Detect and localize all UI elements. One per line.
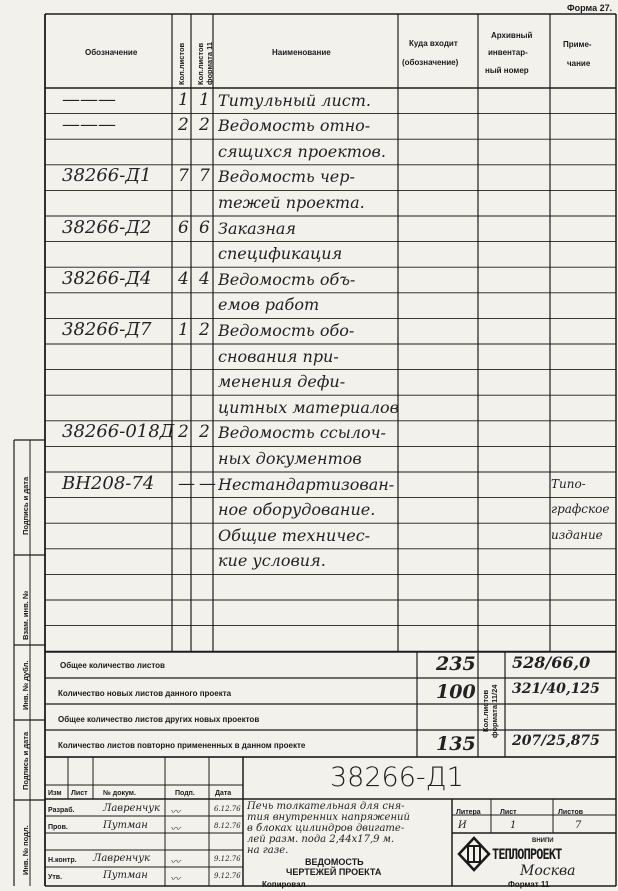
designation-cell: 38266-018Д (62, 421, 175, 443)
sheets-cell: 7 (178, 166, 189, 187)
sheets-format-cell: 2 (199, 320, 210, 340)
sheet-label: Лист (500, 809, 517, 816)
title-developer-date: 6.12.76 (214, 805, 241, 813)
margin-duplicate-inventory: Инв. № дубл. (21, 660, 30, 710)
header-note-2: чание (567, 59, 591, 68)
title-normcontrol-label: Н.контр. (48, 857, 77, 864)
title-checker-name: Путман (103, 820, 148, 831)
sheets-cell: — (178, 473, 195, 494)
summary-reused-value: 135 (436, 733, 476, 755)
sheets-cell: 4 (178, 268, 189, 289)
summary-format-reused: 207/25,875 (512, 733, 600, 749)
org-city: Москва (520, 863, 576, 879)
name-cell: Нестандартизован- (218, 475, 395, 494)
summary-total-label: Общее количество листов (60, 661, 165, 670)
header-archive-3: ный номер (485, 66, 529, 75)
document-title-1: ВЕДОМОСТЬ (305, 857, 364, 867)
title-approver-date: 9.12.76 (214, 872, 241, 880)
name-cell: Ведомость ссылоч- (218, 424, 386, 443)
sheets-total-value: 7 (575, 820, 582, 831)
designation-cell: 38266-Д2 (62, 216, 152, 238)
sheet-value: 1 (510, 820, 517, 831)
title-col-list: Лист (71, 790, 88, 797)
org-small-label: ВНИПИ (532, 838, 554, 844)
org-name: ТЕПЛОПРОЕКТ (492, 847, 562, 863)
sheets-format-cell: 1 (199, 89, 210, 110)
note-cell: издание (551, 527, 603, 542)
summary-reused-label: Количество листов повторно примененных в данном проекте (58, 741, 306, 750)
designation-cell: ——— (62, 88, 116, 110)
sheets-cell: 2 (178, 422, 189, 443)
summary-new-label: Количество новых листов данного проекта (58, 689, 232, 698)
header-designation: Обозначение (85, 48, 138, 57)
title-designation: 38266-Д1 (330, 762, 464, 793)
title-normcontrol-name: Лавренчук (93, 853, 151, 864)
sheets-cell: 6 (178, 217, 189, 238)
header-sheets-format-1: Кол.листов (196, 42, 205, 85)
teploproekt-logo-icon (457, 836, 491, 872)
summary-other-label: Общее количество листов других новых проектов (58, 715, 260, 724)
form-label: Форма 27. (567, 3, 613, 13)
designation-cell: 38266-Д1 (62, 165, 152, 187)
designation-cell: 38266-Д7 (62, 319, 152, 340)
name-cell: Общие техничес- (218, 526, 371, 545)
summary-format-new: 321/40,125 (512, 681, 600, 697)
summary-column-label-1: Кол.листов (481, 689, 490, 732)
sheets-cell: 1 (178, 89, 189, 110)
sheets-format-cell: — (199, 473, 216, 494)
margin-signature-date-1: Подпись и дата (21, 476, 30, 535)
margin-signature-date-2: Подпись и дата (21, 731, 30, 790)
title-checker-signature: 〰 (170, 824, 180, 835)
stage-value: И (458, 820, 467, 831)
project-name-line-1: Печь толкательная для сня- (247, 801, 405, 812)
name-cell: спецификация (218, 245, 343, 264)
title-col-izm: Изм (48, 790, 62, 797)
sheets-total-label: Листов (558, 809, 584, 816)
footer-copied: Копировал (262, 880, 306, 889)
sheets-format-cell: 7 (199, 166, 210, 187)
project-name-line-4: лей разм. пода 2,44х17,9 м. (247, 834, 395, 845)
name-cell: снования при- (218, 347, 339, 366)
sheets-cell: 1 (178, 320, 189, 340)
document-title-2: ЧЕРТЕЖЕЙ ПРОЕКТА (286, 867, 382, 877)
title-approver-name: Путман (103, 870, 148, 881)
sheets-format-cell: 6 (199, 217, 210, 238)
name-cell: кие условия. (218, 552, 326, 571)
title-developer-name: Лавренчук (103, 803, 161, 814)
name-cell: ных документов (218, 450, 362, 468)
name-cell: Ведомость чер- (218, 168, 355, 187)
header-sheets: Кол.листов (177, 42, 186, 85)
project-name-line-3: в блоках цилиндров двигате- (247, 823, 405, 834)
name-cell: емов работ (218, 296, 320, 315)
header-where-2: (обозначение) (402, 58, 459, 67)
title-col-date: Дата (215, 790, 232, 797)
summary-column-label-2: формата 11/24 (490, 684, 499, 738)
name-cell: менения дефи- (218, 373, 346, 392)
name-cell: сящихся проектов. (218, 142, 386, 161)
name-cell: ное оборудование. (218, 501, 376, 520)
name-cell: Ведомость обо- (218, 322, 355, 340)
summary-new-value: 100 (436, 681, 476, 703)
header-sheets-format-2: формата 11 (205, 41, 214, 85)
note-cell: графское (551, 502, 610, 517)
name-cell: Ведомость отно- (218, 117, 371, 136)
title-developer-label: Разраб. (48, 807, 75, 814)
title-col-sign: Подп. (175, 790, 195, 797)
footer-format: Формат 11 (508, 880, 550, 889)
name-cell: цитных материалов (218, 398, 399, 417)
designation-cell: ——— (62, 114, 116, 136)
summary-total-value: 235 (436, 653, 476, 675)
header-name: Наименование (272, 48, 331, 57)
header-archive-2: инвентар- (488, 48, 528, 57)
sheets-format-cell: 4 (199, 268, 210, 289)
header-note-1: Приме- (563, 40, 592, 49)
title-checker-label: Пров. (48, 824, 68, 831)
note-cell: Типо- (551, 476, 586, 491)
name-cell: тежей проекта. (218, 194, 365, 212)
margin-replacement-inventory: Взам. инв. № (21, 590, 30, 640)
name-cell: Ведомость объ- (218, 270, 356, 289)
designation-cell: 38266-Д4 (62, 267, 152, 289)
header-where-1: Куда входит (409, 39, 458, 48)
title-col-doc: № докум. (103, 790, 136, 797)
designation-cell: ВН208-74 (62, 472, 155, 494)
sheets-cell: 2 (178, 115, 189, 136)
title-normcontrol-date: 9.12.76 (214, 855, 241, 863)
title-developer-signature: 〰 (170, 807, 180, 818)
title-approver-signature: 〰 (170, 874, 180, 885)
summary-format-total: 528/66,0 (512, 653, 591, 672)
margin-original-inventory: Инв. № подл. (21, 825, 30, 875)
project-name-line-2: тия внутренних напряжений (247, 812, 410, 823)
title-checker-date: 8.12.76 (214, 822, 241, 830)
title-approver-label: Утв. (48, 874, 63, 881)
project-name-line-5: на газе. (247, 845, 289, 856)
header-archive-1: Архивный (491, 31, 533, 40)
sheets-format-cell: 2 (199, 422, 210, 443)
name-cell: Заказная (218, 219, 296, 238)
stage-label: Литера (456, 809, 481, 816)
title-normcontrol-signature: 〰 (170, 857, 180, 868)
name-cell: Титульный лист. (218, 91, 371, 110)
sheets-format-cell: 2 (199, 115, 210, 136)
